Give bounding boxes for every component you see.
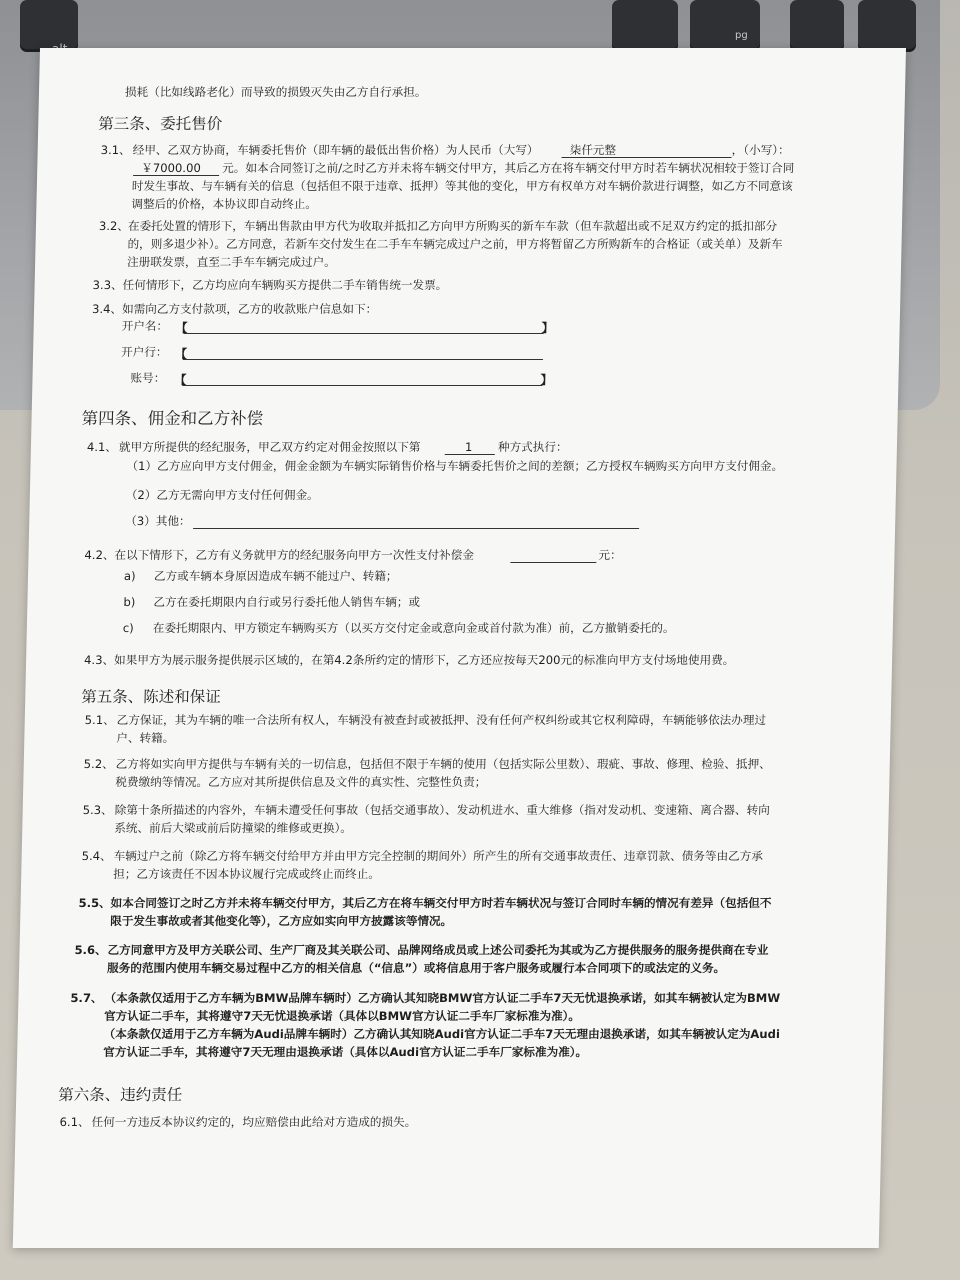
bracket-close: 】 bbox=[541, 321, 554, 335]
clause-3-3-text: 任何情形下，乙方均应向车辆购买方提供二手车销售统一发票。 bbox=[122, 278, 448, 292]
choice-underline bbox=[445, 454, 495, 455]
option-2: （2）乙方无需向甲方支付任何佣金。 bbox=[125, 488, 319, 502]
clause-number: 5.7、 bbox=[70, 991, 103, 1005]
price-in-words: 柒仟元整 bbox=[569, 143, 617, 157]
item-a: 乙方或车辆本身原因造成车辆不能过户、转籍； bbox=[153, 569, 398, 583]
price-in-figures: ￥7000.00 bbox=[141, 161, 201, 175]
clause-3-1-text: 时发生事故、与车辆有关的信息（包括但不限于违章、抵押）等其他的变化，甲方有权单方对车辆价款进行调整，如乙方不同意该 bbox=[131, 179, 793, 193]
clause-number: 5.1、 bbox=[84, 713, 115, 727]
compensation-underline bbox=[510, 562, 596, 563]
price-figures-underline bbox=[133, 175, 219, 176]
clause-number: 3.4、 bbox=[91, 302, 123, 316]
clause-number: 5.4、 bbox=[81, 849, 112, 863]
clause-5-7-text: 官方认证二手车，其将遵守7天无忧退换承诺（具体以BMW官方认证二手车厂家标准为准）。 bbox=[103, 1009, 581, 1023]
clause-5-4-text: 车辆过户之前（除乙方将车辆交付给甲方并由甲方完全控制的期间外）所产生的所有交通事故责任、违章罚款、债务等由乙方承 bbox=[113, 849, 764, 863]
clause-5-7-text: （本条款仅适用于乙方车辆为Audi品牌车辆时）乙方确认其知晓Audi官方认证二手车7天无理由退换承诺，如其车辆被认定为Audi bbox=[103, 1027, 781, 1041]
clause-number: 4.2、 bbox=[84, 548, 115, 562]
section-4-title: 第四条、佣金和乙方补偿 bbox=[81, 409, 264, 428]
keyboard-key bbox=[790, 0, 844, 52]
bracket-open: 【 bbox=[174, 373, 187, 387]
clause-3-2-text: 注册联发票，直至二手车车辆完成过户。 bbox=[126, 255, 337, 269]
item-b: 乙方在委托期限内自行或另行委托他人销售车辆；或 bbox=[153, 595, 421, 609]
clause-3-2-text: 在委托处置的情形下，车辆出售款由甲方代为收取并抵扣乙方向甲方所购买的新车车款（但车款超出或不足双方约定的抵扣部分 bbox=[127, 219, 778, 233]
clause-4-2-text: 元： bbox=[598, 548, 622, 562]
clause-3-1-text: ，（小写）： bbox=[731, 143, 790, 157]
clause-number: 3.1、 bbox=[100, 143, 131, 157]
section-5-title: 第五条、陈述和保证 bbox=[81, 688, 221, 706]
bracket-open: 【 bbox=[175, 321, 188, 335]
clause-5-7-text: 官方认证二手车，其将遵守7天无理由退换承诺（具体以Audi官方认证二手车厂家标准为准）。 bbox=[103, 1045, 588, 1059]
clause-5-1-text: 户、转籍。 bbox=[116, 731, 175, 745]
clause-5-2-text: 税费缴纳等情况。乙方应对其所提供信息及文件的真实性、完整性负责； bbox=[115, 775, 487, 789]
contract-content bbox=[13, 48, 906, 1248]
bracket-open: 【 bbox=[174, 347, 188, 361]
account-number-field bbox=[182, 385, 542, 386]
pg-key-label: pg bbox=[735, 30, 748, 41]
carryover-line: 损耗（比如线路老化）而导致的损毁灭失由乙方自行承担。 bbox=[124, 85, 427, 99]
account-name-label: 开户名： bbox=[121, 319, 169, 333]
clause-3-1-text: 调整后的价格，本协议即自动终止。 bbox=[131, 197, 318, 211]
clause-3-1-text: 元。如本合同签订之前/之时乙方并未将车辆交付甲方，其后乙方在将车辆交付甲方时若车辆状况相较于签订合同 bbox=[222, 161, 795, 175]
section-3-title: 第三条、委托售价 bbox=[98, 115, 223, 133]
clause-4-3-text: 如果甲方为展示服务提供展示区域的，在第4.2条所约定的情形下，乙方还应按每天200元的标准向甲方支付场地使用费。 bbox=[113, 653, 735, 667]
bank-label: 开户行： bbox=[120, 345, 168, 359]
clause-number: 5.2、 bbox=[83, 757, 114, 771]
alt-key bbox=[20, 0, 78, 52]
section-6-title: 第六条、违约责任 bbox=[58, 1086, 183, 1104]
account-number-label: 账号： bbox=[130, 371, 166, 385]
clause-number: 4.1、 bbox=[86, 440, 118, 454]
clause-4-2-text: 在以下情形下，乙方有义务就甲方的经纪服务向甲方一次性支付补偿金 bbox=[114, 548, 475, 562]
clause-3-2-text: 的，则多退少补）。乙方同意，若新车交付发生在二手车车辆完成过户之前，甲方将暂留乙方所购新车的合格证（或关单）及新车 bbox=[127, 237, 783, 251]
commission-method-choice: 1 bbox=[464, 440, 473, 454]
keyboard-key bbox=[612, 0, 678, 52]
clause-5-4-text: 担；乙方该责任不因本协议履行完成或终止而终止。 bbox=[113, 867, 381, 881]
option-1: （1）乙方应向甲方支付佣金，佣金金额为车辆实际销售价格与车辆委托售价之间的差额；乙方授权车辆购买方向甲方支付佣金。 bbox=[126, 459, 784, 473]
item-c: 在委托期限内、甲方锁定车辆购买方（以买方交付定金或意向金或首付款为准）前，乙方撤销委托的。 bbox=[152, 621, 675, 635]
clause-3-4-text: 如需向乙方支付款项，乙方的收款账户信息如下： bbox=[121, 302, 378, 316]
keyboard-key bbox=[858, 0, 916, 52]
option-3: （3）其他： bbox=[125, 514, 191, 528]
clause-5-3-text: 除第十条所描述的内容外，车辆未遭受任何事故（包括交通事故）、发动机进水、重大维修（指对发动机、变速箱、离合器、转向 bbox=[114, 803, 770, 817]
item-label: a) bbox=[123, 569, 136, 583]
clause-number: 3.3、 bbox=[92, 278, 123, 292]
clause-5-5-text: 限于发生事故或者其他变化等），乙方应如实向甲方披露该等情况。 bbox=[110, 914, 453, 928]
clause-number: 5.5、 bbox=[78, 896, 111, 910]
clause-5-7-text: （本条款仅适用于乙方车辆为BMW品牌车辆时）乙方确认其知晓BMW官方认证二手车7天无忧退换承诺，如其车辆被认定为BMW bbox=[104, 991, 781, 1005]
item-label: c) bbox=[122, 621, 134, 635]
clause-5-2-text: 乙方将如实向甲方提供与车辆有关的一切信息，包括但不限于车辆的使用（包括实际公里数）、瑕疵、事故、修理、检验、抵押、 bbox=[115, 757, 771, 771]
clause-5-6-text: 服务的范围内使用车辆交易过程中乙方的相关信息（“信息”）或将信息用于客户服务或履行本合同项下的或法定的义务。 bbox=[106, 961, 726, 975]
account-name-field bbox=[184, 333, 544, 334]
clause-number: 5.6、 bbox=[74, 943, 107, 957]
clause-number: 3.2、 bbox=[98, 219, 130, 233]
clause-5-3-text: 系统、前后大梁或前后防撞梁的维修或更换）。 bbox=[114, 821, 353, 835]
price-words-underline bbox=[562, 157, 732, 158]
clause-number: 4.3、 bbox=[83, 653, 115, 667]
option-3-underline bbox=[193, 528, 639, 529]
clause-5-1-text: 乙方保证，其为车辆的唯一合法所有权人，车辆没有被查封或被抵押、没有任何产权纠纷或其它权利障碍，车辆能够依法办理过 bbox=[116, 713, 767, 727]
clause-number: 6.1、 bbox=[59, 1115, 90, 1129]
clause-6-1-text: 任何一方违反本协议约定的，均应赔偿由此给对方造成的损失。 bbox=[91, 1115, 417, 1129]
clause-4-1-text: 就甲方所提供的经纪服务，甲乙双方约定对佣金按照以下第 bbox=[118, 440, 421, 454]
pg-key bbox=[690, 0, 760, 52]
clause-5-5-text: 如本合同签订之时乙方并未将车辆交付甲方，其后乙方在将车辆交付甲方时若车辆状况与签订合同时车辆的情况有差异（包括但不 bbox=[110, 896, 772, 910]
clause-5-6-text: 乙方同意甲方及甲方关联公司、生产厂商及其关联公司、品牌网络成员或上述公司委托为其或为乙方提供服务的服务提供商在专业 bbox=[107, 943, 769, 957]
clause-3-1-text: 经甲、乙双方协商，车辆委托售价（即车辆的最低出售价格）为人民币（大写） bbox=[132, 143, 539, 157]
clause-4-1-text: 种方式执行： bbox=[497, 440, 568, 454]
item-label: b) bbox=[123, 595, 136, 609]
bank-field bbox=[183, 359, 543, 360]
clause-number: 5.3、 bbox=[82, 803, 113, 817]
contract-page bbox=[13, 48, 906, 1248]
bracket-close: 】 bbox=[540, 373, 553, 387]
